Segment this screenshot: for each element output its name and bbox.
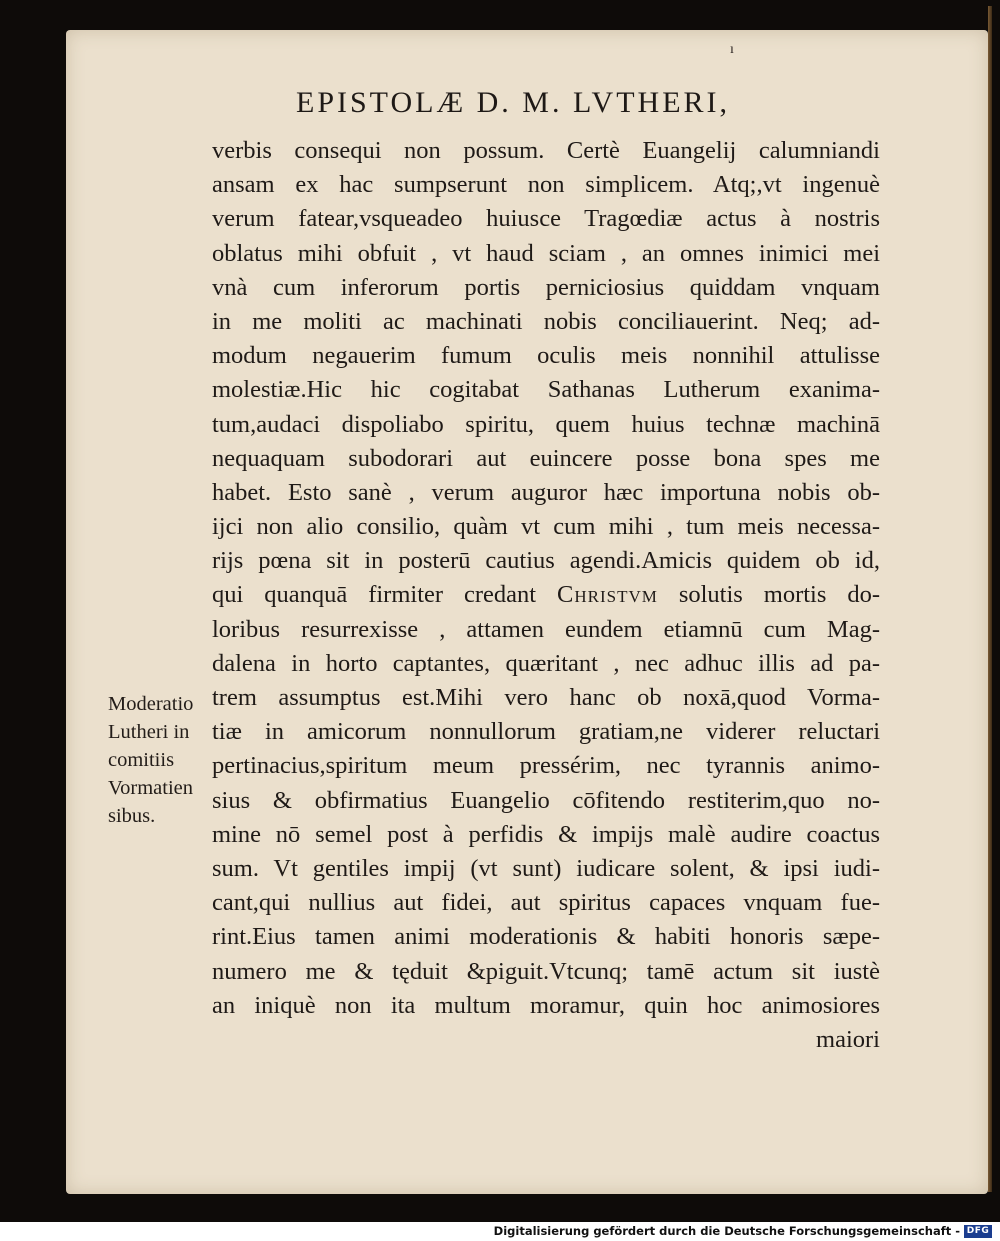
text-line: rint.Eius tamen animi moderationis & habiti honoris sæpe-: [212, 923, 880, 951]
text-line: cant,qui nullius aut fidei, aut spiritus capaces vnquam fue-: [212, 889, 880, 917]
text-fragment: solutis mortis do-: [657, 581, 880, 609]
footer-bar: [0, 1222, 1000, 1241]
text-line: pertinacius,spiritum meum pressérim, nec tyrannis animo-: [212, 752, 880, 780]
marginal-note-line: Vormatien: [108, 777, 194, 799]
running-head: EPISTOLÆ D. M. LVTHERI,: [296, 86, 731, 119]
text-fragment: qui quanquā firmiter credant: [212, 581, 558, 609]
marginal-note-line: comitiis: [108, 749, 175, 771]
text-line: verbis consequi non possum. Certè Euangelij calumniandi: [212, 137, 880, 164]
text-line: verum fatear,vsqueadeo huiusce Tragœdiæ actus à nostris: [212, 205, 880, 233]
body-text: [212, 134, 880, 1057]
marginal-note-line: Lutheri in: [108, 721, 190, 743]
small-caps-name: Christvm: [557, 581, 658, 609]
text-line: loribus resurrexisse , attamen eundem etiamnū cum Mag-: [212, 615, 880, 643]
funding-credit: Digitalisierung gefördert durch die Deutsche Forschungsgemeinschaft -: [493, 1224, 960, 1238]
text-line: modum negauerim fumum oculis meis nonnihil attulisse: [212, 342, 880, 370]
text-line: tum,audaci dispoliabo spiritu, quem huius technæ machinā: [212, 410, 880, 438]
book-spine-edge: [988, 6, 992, 1192]
dfg-logo: DFG: [964, 1225, 992, 1238]
text-line: trem assumptus est.Mihi vero hanc ob noxā,quod Vorma-: [212, 684, 880, 711]
text-line: vnà cum inferorum portis perniciosius quiddam vnquam: [212, 273, 880, 301]
text-line: molestiæ.Hic hic cogitabat Sathanas Lutherum exanima-: [212, 376, 880, 404]
text-line: tiæ in amicorum nonnullorum gratiam,ne viderer reluctari: [212, 718, 880, 746]
text-line: an iniquè non ita multum moramur, quin hoc animosiores: [212, 991, 880, 1019]
text-line: sum. Vt gentiles impij (vt sunt) iudicare solent, & ipsi iudi-: [212, 854, 880, 882]
marginal-note: [108, 690, 258, 830]
text-line: numero me & tęduit &piguit.Vtcunq; tamē actum sit iustè: [212, 957, 880, 985]
text-line: nequaquam subodorari aut euincere posse bona spes me: [212, 444, 880, 472]
marginal-note-line: Moderatio: [108, 693, 194, 715]
text-line: in me moliti ac machinati nobis conciliauerint. Neq; ad-: [212, 307, 880, 335]
marginal-note-line: sibus.: [108, 805, 156, 827]
text-line: oblatus mihi obfuit , vt haud sciam , an omnes inimici mei: [212, 239, 880, 267]
catchword: maiori: [816, 1025, 880, 1053]
text-line: habet. Esto sanè , verum auguror hæc importuna nobis ob-: [212, 478, 880, 506]
page-tick-mark: ı: [730, 42, 734, 57]
text-line: ansam ex hac sumpserunt non simplicem. Atq;,vt ingenuè: [212, 171, 880, 199]
text-line: [212, 578, 880, 612]
text-line: mine nō semel post à perfidis & impijs malè audire coactus: [212, 820, 880, 848]
text-line: rijs pœna sit in posterū cautius agendi.Amicis quidem ob id,: [212, 547, 880, 575]
text-line: sius & obfirmatius Euangelio cōfitendo restiterim,quo no-: [212, 786, 880, 814]
text-line: ijci non alio consilio, quàm vt cum mihi , tum meis necessa-: [212, 513, 880, 541]
text-line: dalena in horto captantes, quæritant , nec adhuc illis ad pa-: [212, 649, 880, 677]
